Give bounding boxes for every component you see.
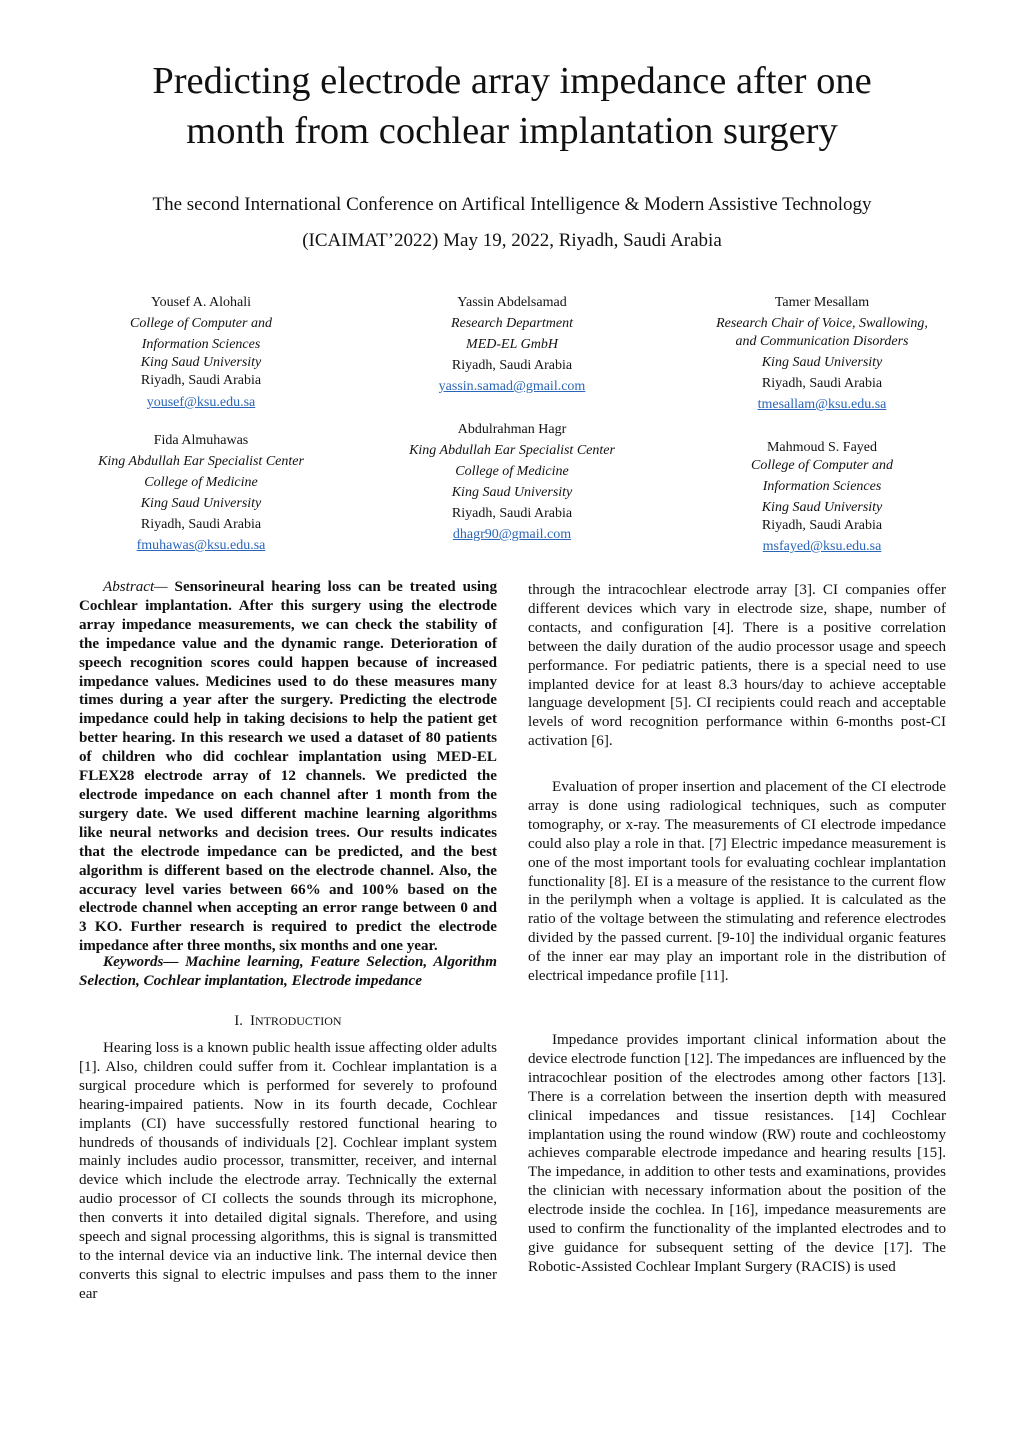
abstract-text: Sensorineural hearing loss can be treated using Cochlear implantation. After this surgery using the electrode array impedance measurements, we can check the stability of the impedance value and the dynamic range. Deterioration of speech recognition scores could happen because of increased impedance values. Medicines used to do these measures many times during a year after the surgery. Predicting the electrode impedance could help in taking decisions to help the patient get better hearing. In this research we used a dataset of 80 patients of children who did cochlear implantation using MED-EL FLEX28 electrode array of 12 channels. We predicted the electrode impedance on each channel after 1 month from the surgery date. We used different machine learning algorithms like neural networks and decision trees. Our results indicates that the electrode impedance can be predicted, and the best algorithm is different based on the electrode channel. Also, the accuracy level varies between 66% and 100% based on the electrode channel when accepting an error range between 0 and 3 KO. Further research is required to predict the electrode impedance after three months, six months and one year. xyxy=(79,579,497,955)
author-name: Abdulrahman Hagr xyxy=(457,422,567,437)
author-affiliation: Research Chair of Voice, Swallowing, xyxy=(716,316,928,331)
author-location: Riyadh, Saudi Arabia xyxy=(140,373,262,388)
author-email-link[interactable]: fmuhawas@ksu.edu.sa xyxy=(136,538,266,553)
author-affiliation: Information Sciences xyxy=(141,337,261,352)
keywords xyxy=(79,953,497,991)
author-location: Riyadh, Saudi Arabia xyxy=(451,506,573,521)
author-name: Fida Almuhawas xyxy=(153,433,249,448)
author-location: Riyadh, Saudi Arabia xyxy=(451,358,573,373)
author-name: Yousef A. Alohali xyxy=(150,295,252,310)
author-affiliation: College of Computer and xyxy=(751,458,893,473)
body-paragraph-2: Evaluation of proper insertion and placement of the CI electrode array is done using radiological techniques, such as computer tomography, or x-ray. The measurements of CI electrode impedance could also play a role in that. [7] Electric impedance measurement is one of the most important tools for evaluating cochlear implantation functionality [8]. EI is a measure of the resistance to the current flow in the perilymph when a voltage is applied. It is calculated as the ratio of the voltage between the stimulating and reference electrodes divided by the passed current. [9-10] the individual organic features of the inner ear may play an important role in the distribution of electrical impedance profile [11]. xyxy=(528,779,946,985)
author-email-link[interactable]: yousef@ksu.edu.sa xyxy=(146,395,256,410)
section-title-rest: NTRODUCTION xyxy=(254,1014,342,1028)
author-email-link[interactable]: dhagr90@gmail.com xyxy=(452,527,572,542)
section-heading-introduction xyxy=(79,1012,497,1031)
abstract-label: Abstract— xyxy=(103,579,168,595)
author-name: Tamer Mesallam xyxy=(774,295,870,310)
author-email-link[interactable]: tmesallam@ksu.edu.sa xyxy=(757,397,887,412)
intro-paragraph: Hearing loss is a known public health issue affecting older adults [1]. Also, children could suffer from it. Cochlear implantation is a surgical procedure which is performed for severely to profound hearing-impaired patients. Now in its fourth decade, Cochlear implants (CI) have successfully restored functional hearing to hundreds of thousands of individuals [2]. Cochlear implant system mainly includes audio processor, transmitter, receiver, and internal device which include the electrode array. Technically the external audio processor of CI collects the sounds through its microphone, then converts it into detailed digital signals. Therefore, and using speech and signal processing algorithms, this is signal is transmitted to the internal device via an inductive link. The internal device then converts this signal to electric impulses and pass them to the inner ear xyxy=(79,1040,497,1302)
author-block-abdelsamad xyxy=(362,292,662,397)
author-affiliation: and Communication Disorders xyxy=(735,334,909,349)
author-affiliation: Information Sciences xyxy=(762,479,882,494)
author-email-link[interactable]: msfayed@ksu.edu.sa xyxy=(762,539,882,554)
author-location: Riyadh, Saudi Arabia xyxy=(761,376,883,391)
section-title-initial: I xyxy=(250,1013,255,1029)
title-line-2: month from cochlear implantation surgery xyxy=(186,110,838,152)
body-paragraph-1: through the intracochlear electrode array [3]. CI companies offer different devices which vary in electrode size, shape, number of contacts, and configuration [4]. There is a positive correlation between the daily duration of the audio processor usage and speech performance. For pediatric patients, there is a special need to use implanted device for at least 8.3 hours/day to achieve acceptable language development [5]. CI recipients could reach and acceptable levels of word recognition performance within 6-months post-CI activation [6]. xyxy=(528,582,946,750)
author-email-link[interactable]: yassin.samad@gmail.com xyxy=(438,379,586,394)
author-affiliation: College of Medicine xyxy=(144,475,258,490)
author-location: Riyadh, Saudi Arabia xyxy=(761,518,883,533)
conference-line-2: (ICAIMAT’2022) May 19, 2022, Riyadh, Saudi Arabia xyxy=(302,230,722,251)
author-block-hagr xyxy=(362,419,662,545)
author-name: Mahmoud S. Fayed xyxy=(766,440,878,455)
keywords-text: Keywords— Machine learning, Feature Selection, Algorithm Selection, Cochlear implantation, Electrode impedance xyxy=(79,954,497,989)
author-affiliation: King Abdullah Ear Specialist Center xyxy=(409,443,615,458)
title-line-1: Predicting electrode array impedance after one xyxy=(152,60,872,102)
author-affiliation: College of Computer and xyxy=(130,316,272,331)
author-name: Yassin Abdelsamad xyxy=(457,295,567,310)
abstract xyxy=(79,578,497,956)
author-affiliation: King Saud University xyxy=(140,496,262,511)
author-affiliation: King Saud University xyxy=(140,355,262,370)
author-block-mesallam xyxy=(672,292,972,415)
author-affiliation: College of Medicine xyxy=(455,464,569,479)
author-block-almuhawas xyxy=(51,430,351,556)
author-affiliation: Research Department xyxy=(451,316,573,331)
author-affiliation: King Saud University xyxy=(451,485,573,500)
author-block-fayed xyxy=(672,437,972,557)
section-numeral: I. xyxy=(234,1013,243,1029)
author-affiliation: King Saud University xyxy=(761,355,883,370)
conference-line-1: The second International Conference on Artifical Intelligence & Modern Assistive Technology xyxy=(152,194,872,215)
author-location: Riyadh, Saudi Arabia xyxy=(140,517,262,532)
paper-title xyxy=(80,56,944,156)
author-block-alohali xyxy=(51,292,351,413)
body-paragraph-3: Impedance provides important clinical information about the device electrode function [12]. The impedances are influenced by the intracochlear position of the electrodes among other factors [13]. There is a correlation between the insertion depth with measured clinical impedances and tissue resistances. [14] Cochlear implantation using the round window (RW) route and cochleostomy achieves comparable electrode impedance and hearing results [15]. The impedance, in addition to other tests and examinations, provides the clinician with necessary information about the position of the electrode inside the cochlea. In [16], impedance measurements are used to confirm the functionality of the implanted electrodes and to give guidance for subsequent setting of the device [17]. The Robotic-Assisted Cochlear Implant Surgery (RACIS) is used xyxy=(528,1032,946,1275)
author-affiliation: King Abdullah Ear Specialist Center xyxy=(98,454,304,469)
author-affiliation: MED-EL GmbH xyxy=(466,337,558,352)
author-affiliation: King Saud University xyxy=(761,500,883,515)
